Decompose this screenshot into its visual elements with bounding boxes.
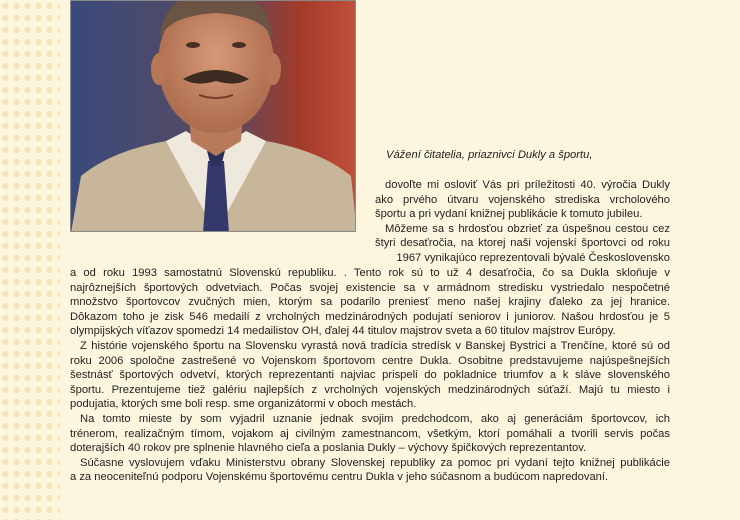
text-line: 1967 vynikajúco reprezentovali bývalé Československo	[396, 251, 670, 264]
text-line: Môžeme sa s hrdosťou obzrieť za úspešnou cestou cez	[385, 222, 670, 235]
text-line: podujatia, ktorých sme boli resp. sme organizátormi v oboch mestách.	[70, 398, 417, 411]
text-line: športu a pri vydaní knižnej publikácie k tomuto jubileu.	[375, 208, 643, 221]
text-line: trénerom, realizačným tímom, vojakom aj civilným zamestnancom, všetkým, ktorí pomáhali a tvorili servis počas	[70, 427, 670, 440]
text-line: štyri desaťročia, na ktorej naši vojenskí športovci od roku	[375, 237, 670, 250]
text-line: šestnásť športových odvetví, ktorých reprezentanti najviac prispeli do pokladnice triumfov a k sláve slovenského	[70, 369, 670, 382]
text-line: Z histórie vojenského športu na Slovensku vyrastá nová tradícia stredísk v Banskej Bystrici a Trenčíne, ktoré sú od	[80, 339, 670, 352]
text-line: Na tomto mieste by som vyjadril uznanie jednak svojim predchodcom, ako aj generáciám športovcov, ich	[80, 412, 670, 425]
body-text	[70, 266, 670, 485]
text-line: dovoľte mi osloviť Vás pri príležitosti 40. výročia Dukly	[385, 179, 670, 191]
text-line: Dôkazom toho je zisk 546 medailí z vrcholných medzinárodných podujatí seniorov i juniorov. Našou hrdosťou je 5	[70, 310, 670, 323]
portrait-photo	[70, 0, 356, 232]
text-line: olympijských víťazov spomedzi 14 medailistov OH, ďalej 44 titulov majstrov sveta a 60 titulov majstrov Európy.	[70, 325, 616, 338]
greeting: Vážení čitatelia, priaznivci Dukly a športu,	[386, 149, 593, 161]
decorative-dot-pattern	[0, 0, 60, 520]
text-line: športu. Prezentujeme tiež galériu najlepších z vrcholných vojenských medzinárodných súťaží. Majú tu miesto i	[70, 383, 670, 396]
text-line: ako prvého útvaru vojenského strediska vrcholového	[375, 193, 670, 206]
intro-column	[375, 178, 670, 266]
text-line: najrôznejších športových odvetviach. Počas svojej existencie sa v armádnom stredisku vystriedalo nespočetné	[70, 281, 670, 294]
text-line: doterajších 40 rokov pre splnenie hlavného cieľa a poslania Dukly – výchovy špičkových reprezentantov.	[70, 442, 587, 455]
text-line: Súčasne vyslovujem vďaku Ministerstvu obrany Slovenskej republiky za pomoc pri vydaní tejto knižnej publikácie	[80, 456, 670, 469]
text-line: a za neocenitеľnú podporu Vojenskému športovému centru Dukla v jeho súčasnom a budúcom napredovaní.	[70, 471, 609, 484]
text-line: roku 2006 spoločne zastrešené vo Vojenskom športovom centre Dukla. Osobitne predstavujeme najúspešnejších	[70, 354, 670, 367]
text-line: množstvo športovcov zvučných mien, ktorým sa podarilo preniesť meno našej krajiny ďaleko za jej hranice.	[70, 296, 670, 309]
text-line: a od roku 1993 samostatnú Slovenskú republiku. . Tento rok sú to už 4 desaťročia, čo sa Dukla skloňuje v	[70, 267, 670, 279]
